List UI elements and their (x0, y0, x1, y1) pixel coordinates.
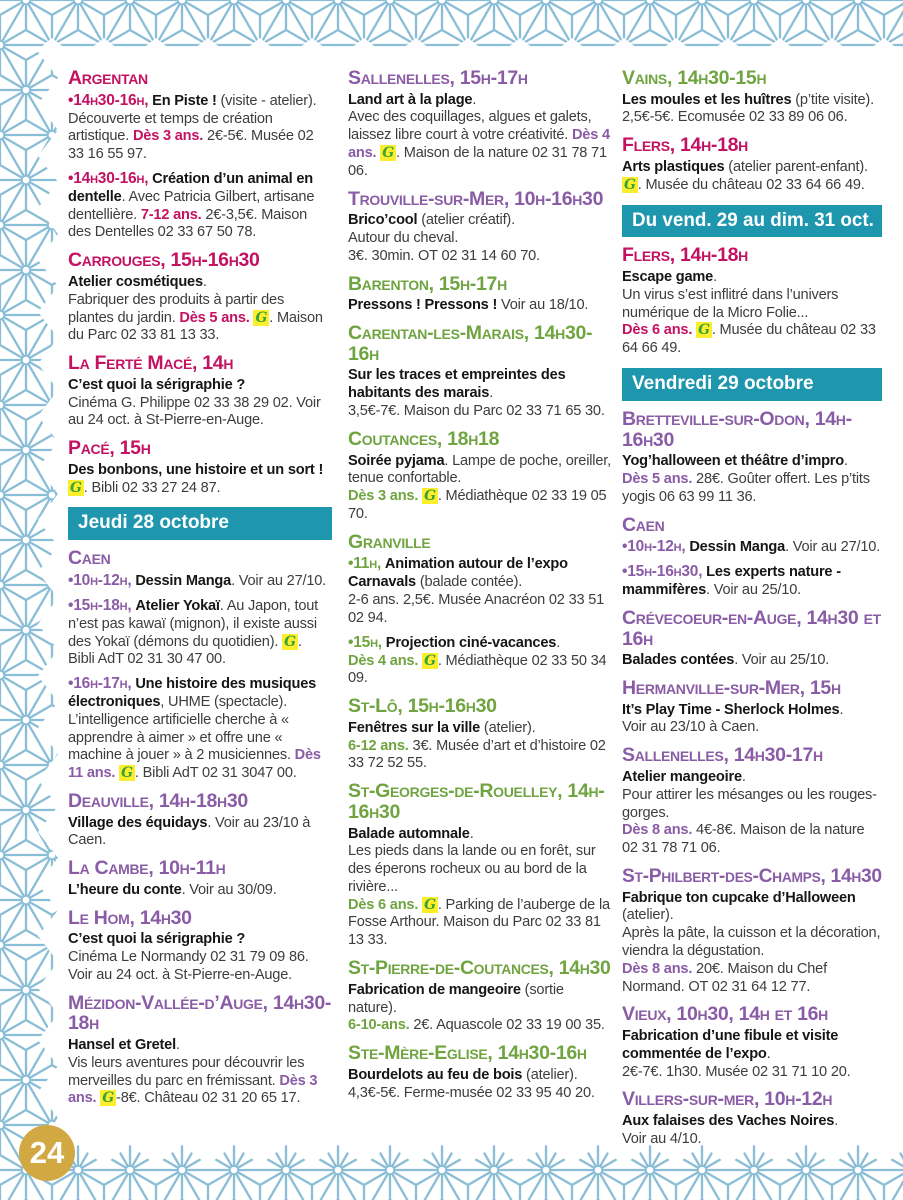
event-text: Vis leurs aventures pour découvrir les merveilles du parc en frémissant. (68, 1054, 305, 1089)
age-range: Dès 3 ans. (348, 488, 419, 505)
event-text: . Au Japon, tout n’est pas kawaï (mignon), il existe aussi des Yokaï (démons du quotidien). (68, 597, 319, 650)
event-text: (p’tite visite). (791, 91, 874, 108)
city-header: Villers-sur-mer, 10h-12h (622, 1088, 833, 1111)
city-header: Vains, 14h30-15h (622, 67, 767, 89)
city-header: St-Philbert-des-Champs, 14h30 (622, 864, 882, 887)
event-text: Pour attirer les mésanges ou les rouges-gorges. (622, 786, 877, 821)
event-text: . Voir au 23/10 à Caen. (68, 814, 311, 849)
event-title: Escape game (622, 269, 714, 286)
event-entry (622, 269, 882, 358)
event-entry (622, 453, 882, 506)
age-range: 6-12 ans. (348, 737, 409, 754)
event-entry (68, 597, 332, 669)
gratuit-badge: G (624, 176, 636, 193)
event-text: 2€-3,5€. Maison des Dentelles 02 33 67 50 78. (68, 206, 308, 241)
city-header: Granville (348, 530, 431, 553)
gratuit-badge: G (424, 488, 436, 505)
event-entry (348, 453, 611, 524)
event-title: Village des équidays (68, 814, 208, 831)
city-header: Barenton, 15h-17h (348, 272, 507, 295)
event-text: . (202, 273, 207, 290)
city-header: Argentan (68, 67, 148, 89)
event-text: . Bibli AdT 02 31 3047 00. (134, 765, 297, 782)
day-banner-label: Jeudi 28 octobre (78, 512, 229, 534)
city-header: Trouville-sur-Mer, 10h-16h30 (348, 187, 604, 210)
gratuit-badge: G (698, 322, 710, 339)
event-text: . Avec Patricia Gilbert, artisane dentellière. (68, 188, 315, 223)
event-entry (68, 815, 332, 851)
event-title: It’s Play Time - Sherlock Holmes (622, 701, 840, 718)
age-range: Dès 11 ans. (68, 747, 321, 782)
event-text: . (489, 385, 494, 402)
event-text: . (472, 91, 477, 108)
event-text: Voir au 23/10 à Caen. (622, 719, 759, 736)
event-entry (68, 572, 332, 591)
event-text: 2€. Aquascole 02 33 19 00 35. (409, 1017, 605, 1034)
event-text: Un virus s’est inflitré dans l’univers numérique de la Micro Folie... (622, 286, 839, 321)
age-range: Dès 6 ans. (348, 896, 419, 913)
event-entry (68, 882, 332, 900)
event-entry (348, 1067, 611, 1103)
event-time: •14h30-16h, (68, 91, 149, 109)
city-header: Vieux, 10h30, 14h et 16h (622, 1003, 828, 1026)
page-number: 24 (29, 1135, 65, 1170)
event-title: Sur les traces et empreintes des habitants des marais (348, 367, 566, 402)
page-number-badge (19, 1125, 75, 1181)
event-title: Projection ciné-vacances (385, 634, 557, 651)
event-entry (68, 377, 332, 430)
age-range: Dès 8 ans. (622, 822, 693, 839)
event-text: 3€. 30min. OT 02 31 14 60 70. (348, 247, 540, 264)
city-header: Le Hom, 14h30 (68, 906, 192, 929)
event-title: Atelier Yokaï (135, 597, 220, 614)
event-title: Fabrique ton cupcake d’Halloween (622, 889, 856, 906)
event-entry (622, 702, 882, 738)
event-text: 2-6 ans. 2,5€. Musée Anacréon 02 33 51 02 94. (348, 592, 605, 626)
event-text: . (839, 701, 844, 718)
age-range: 7-12 ans. (140, 206, 202, 223)
event-text: . Voir au 27/10. (785, 539, 881, 556)
event-entry (348, 297, 611, 315)
event-entry (348, 212, 611, 265)
event-text: 3€. Musée d’art et d’histoire 02 33 72 52 55. (348, 737, 606, 772)
event-title: C’est quoi la sérigraphie ? (68, 376, 246, 393)
event-time: •11h, (348, 555, 382, 573)
event-text: . Médiathèque 02 33 50 34 09. (348, 652, 607, 687)
day-banner (68, 507, 332, 540)
event-text: Fabriquer des produits à partir des plantes du jardin. (68, 291, 285, 326)
event-entry (348, 826, 611, 951)
city-header: Sallenelles, 14h30-17h (622, 744, 823, 767)
event-text: (atelier). (522, 1066, 578, 1083)
gratuit-badge: G (255, 309, 268, 326)
age-range: Dès 4 ans. (348, 127, 610, 162)
city-header: Flers, 14h-18h (622, 244, 748, 267)
event-text: Cinéma G. Philippe 02 33 38 29 02. Voir au 24 oct. à St-Pierre-en-Auge. (68, 394, 321, 429)
event-text: . (469, 825, 474, 842)
city-header: Coutances, 18h18 (348, 427, 500, 450)
age-range: Dès 6 ans. (622, 322, 693, 339)
event-entry (622, 1113, 882, 1149)
event-entry (622, 92, 882, 128)
event-text: . Bibli AdT 02 31 30 47 00. (68, 633, 302, 668)
event-text: Avec des coquillages, algues et galets, laissez libre court à votre créativité. (348, 109, 592, 144)
event-text: . (766, 1045, 771, 1062)
event-time: •15h-16h30, (622, 563, 703, 581)
event-text: 2,5€-5€. Ecomusée 02 33 89 06 06. (622, 109, 848, 126)
city-header: Carrouges, 15h-16h30 (68, 249, 260, 272)
event-entry (68, 170, 332, 242)
event-title: Brico’cool (348, 212, 418, 229)
event-text: . Parking de l’auberge de la Fosse Arthour. Maison du Parc 02 33 81 13 33. (348, 896, 610, 949)
event-text: . (741, 768, 746, 785)
day-banner-label: Vendredi 29 octobre (632, 373, 814, 395)
event-text: (atelier créatif). (417, 212, 515, 229)
age-range: Dès 3 ans. (68, 1072, 318, 1107)
event-title: Les moules et les huîtres (622, 91, 792, 108)
city-header: St-Lô, 15h-16h30 (348, 695, 497, 718)
event-title: Balade automnale (348, 825, 470, 842)
city-header: Caen (68, 547, 111, 570)
event-text: . Musée du château 02 33 64 66 49. (622, 322, 876, 357)
event-text: . Médiathèque 02 33 19 05 70. (348, 488, 607, 522)
event-text: Autour du cheval. (348, 230, 459, 247)
event-text: . Bibli 02 33 27 24 87. (83, 479, 221, 496)
event-entry (622, 769, 882, 858)
gratuit-badge: G (424, 896, 436, 913)
gratuit-badge: G (121, 765, 133, 782)
event-title: Bourdelots au feu de bois (348, 1066, 523, 1083)
event-title: Soirée pyjama (348, 452, 445, 469)
event-title: Des bonbons, une histoire et un sort ! (68, 461, 324, 478)
event-text: . Musée du château 02 33 64 66 49. (637, 176, 865, 193)
event-title: Pressons ! Pressons ! (348, 297, 498, 314)
city-header: Bretteville-sur-Odon, 14h-16h30 (622, 407, 852, 451)
city-header: Caen (622, 513, 665, 536)
event-title: En Piste ! (152, 92, 217, 109)
event-text: (atelier). (622, 907, 674, 924)
event-title: Dessin Manga (689, 539, 786, 556)
age-range: Dès 8 ans. (622, 960, 693, 977)
event-text: . (556, 634, 561, 651)
event-entry (68, 675, 332, 783)
event-text: Après la pâte, la cuisson et la décoration, viendra la dégustation. (622, 925, 881, 959)
gratuit-badge: G (284, 633, 296, 650)
event-text: . Voir au 25/10. (734, 652, 830, 669)
age-range: Dès 5 ans. (179, 309, 250, 326)
event-title: Atelier cosmétiques (68, 273, 203, 290)
city-header: Mézidon-Vallée-d’Auge, 14h30-18h (68, 991, 332, 1035)
event-title: Land art à la plage (348, 91, 473, 108)
city-header: Deauville, 14h-18h30 (68, 790, 248, 813)
event-text: -8€. Château 02 31 20 65 17. (116, 1090, 301, 1107)
event-title: Arts plastiques (622, 158, 725, 175)
listing-column-1 (68, 68, 332, 1114)
event-title: Yog’halloween et théâtre d’impro (622, 453, 844, 470)
event-title: L’heure du conte (68, 881, 182, 898)
event-entry (68, 1037, 332, 1108)
event-entry (348, 367, 611, 420)
event-entry (348, 92, 611, 181)
event-title: Les experts nature - mammifères (622, 564, 841, 599)
event-text: Les pieds dans la lande ou en forêt, sur des éperons rocheux ou au bord de la rivière... (348, 843, 596, 895)
event-text: 3,5€-7€. Maison du Parc 02 33 71 65 30. (348, 403, 605, 420)
event-text: . Voir au 30/09. (181, 881, 277, 898)
event-text: 4,3€-5€. Ferme-musée 02 33 95 40 20. (348, 1084, 595, 1101)
event-text: 28€. Goûter offert. Les p’tits yogis 06 63 99 11 36. (622, 471, 870, 505)
event-entry (622, 890, 882, 997)
event-title: Fabrication d’une fibule et visite commentée de l’expo (622, 1027, 839, 1062)
event-entry (622, 563, 882, 600)
event-title: C’est quoi la sérigraphie ? (68, 931, 246, 948)
city-header: Crévecoeur-en-Auge, 14h30 et 16h (622, 606, 881, 650)
event-entry (348, 982, 611, 1035)
event-text: (atelier). (480, 719, 536, 736)
event-text: 4€-8€. Maison de la nature 02 31 78 71 06. (622, 822, 865, 857)
event-text: . Voir au 25/10. (706, 582, 801, 599)
event-text: (balade contée). (415, 574, 523, 591)
day-banner (622, 205, 882, 238)
event-title: Animation autour de l’expo Carnavals (348, 556, 568, 591)
city-header: La Cambe, 10h-11h (68, 857, 226, 880)
event-entry (68, 462, 332, 498)
gratuit-badge: G (70, 479, 82, 496)
event-title: Création d’un animal en dentelle (68, 170, 313, 205)
listing-column-2 (348, 68, 611, 1108)
event-title: Fabrication de mangeoire (348, 981, 521, 998)
event-text: . Maison de la nature 02 31 78 71 06. (348, 145, 607, 179)
event-text: . Maison du Parc 02 33 81 13 33. (68, 309, 323, 344)
event-time: •16h-17h, (68, 675, 132, 693)
event-time: •10h-12h, (68, 571, 132, 589)
event-time: •15h-18h, (68, 596, 132, 614)
age-range: Dès 5 ans. (622, 471, 693, 488)
event-time: •15h, (348, 633, 382, 651)
age-range: Dès 4 ans. (348, 652, 419, 669)
city-header: Carentan-les-Marais, 14h30-16h (348, 322, 593, 365)
gratuit-badge: G (382, 145, 395, 162)
event-title: Balades contées (622, 652, 735, 669)
event-title: Dessin Manga (135, 572, 232, 589)
age-range: 6-10-ans. (348, 1017, 410, 1034)
event-title: Fenêtres sur la ville (348, 719, 481, 736)
event-entry (348, 634, 611, 689)
event-text: Cinéma Le Normandy 02 31 79 09 86. Voir au 24 oct. à St-Pierre-en-Auge. (68, 949, 309, 983)
city-header: St-Georges-de-Rouelley, 14h-16h30 (348, 780, 605, 823)
event-text: . (834, 1113, 839, 1130)
city-header: La Ferté Macé, 14h (68, 352, 234, 375)
city-header: St-Pierre-de-Coutances, 14h30 (348, 957, 611, 980)
event-text: 20€. Maison du Chef Normand. OT 02 31 64 12 77. (622, 960, 827, 995)
event-text: (atelier parent-enfant). (724, 158, 868, 175)
event-entry (68, 931, 332, 984)
event-text: . (844, 453, 848, 470)
event-title: Une histoire des musiques électroniques (68, 676, 317, 711)
event-entry (622, 538, 882, 557)
event-title: Aux falaises des Vaches Noires (622, 1113, 835, 1130)
event-entry (68, 274, 332, 345)
age-range: Dès 3 ans. (132, 128, 204, 145)
day-banner-label: Du vend. 29 au dim. 31 oct. (632, 209, 874, 231)
city-header: Hermanville-sur-Mer, 15h (622, 677, 841, 699)
event-title: Atelier mangeoire (622, 768, 742, 785)
event-text: . Voir au 27/10. (231, 572, 327, 589)
day-banner (622, 368, 882, 401)
event-time: •10h-12h, (622, 538, 686, 556)
gratuit-badge: G (424, 652, 436, 669)
event-entry (622, 652, 882, 670)
event-entry (622, 1028, 882, 1081)
event-text: (visite - atelier). Découverte et temps de création artistique. (68, 92, 317, 145)
city-header: Ste-Mère-Eglise, 14h30-16h (348, 1042, 587, 1065)
event-text: 2€-5€. Musée 02 33 16 55 97. (68, 128, 314, 163)
gratuit-badge: G (102, 1090, 115, 1107)
event-text: 2€-7€. 1h30. Musée 02 31 71 10 20. (622, 1063, 851, 1080)
city-header: Sallenelles, 15h-17h (348, 67, 528, 89)
event-entry (348, 555, 611, 627)
event-entry (622, 159, 882, 195)
event-text: Voir au 4/10. (622, 1130, 702, 1147)
event-entry (68, 92, 332, 164)
event-text: . Lampe de poche, oreiller, tenue confortable. (348, 452, 611, 487)
listing-column-3 (622, 68, 882, 1155)
event-text: Voir au 18/10. (497, 297, 589, 314)
city-header: Flers, 14h-18h (622, 134, 748, 157)
city-header: Pacé, 15h (68, 437, 151, 460)
event-text: (sortie nature). (348, 981, 564, 1016)
event-entry (348, 720, 611, 773)
event-text: . (713, 269, 717, 286)
event-text: . (175, 1037, 180, 1054)
event-title: Hansel et Gretel (68, 1037, 176, 1054)
event-text: , UHME (spectacle). L’intelligence artificielle cherche à « apprendre à aimer » et offre une « machine à jouer » à 2 musiciennes. (68, 694, 295, 764)
event-time: •14h30-16h, (68, 169, 149, 187)
